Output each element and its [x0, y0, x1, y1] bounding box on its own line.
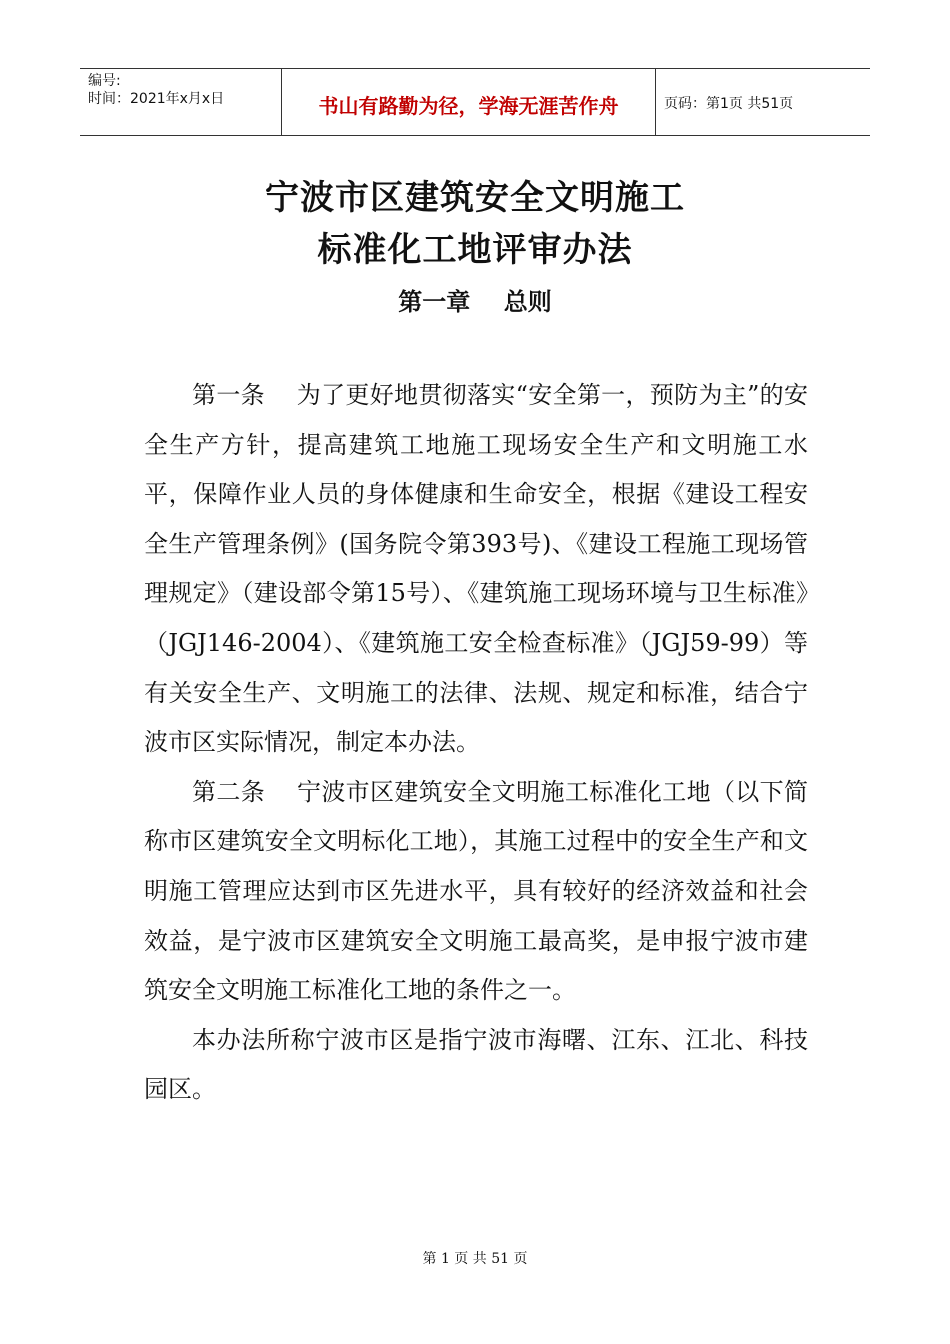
- article-paragraph-2: 第二条 宁波市区建筑安全文明施工标准化工地（以下简称市区建筑安全文明标化工地），其施工过程中的安全生产和文明施工管理应达到市区先进水平，具有较好的经济效益和社会效益，是宁波市区建筑安全文明施工最高奖，是申报宁波市建筑安全文明施工标准化工地的条件之一。: [144, 777, 808, 1005]
- document-number-label: 编号:: [88, 73, 121, 89]
- page-footer: 第 1 页 共 51 页: [422, 1251, 528, 1267]
- document-body: [144, 371, 808, 1115]
- document-time-label: 时间：2021年x月x日: [88, 91, 225, 107]
- scope-paragraph: 本办法所称宁波市区是指宁波市海曙、江东、江北、科技园区。: [144, 1025, 808, 1104]
- chapter-heading: 第一章 总则: [398, 287, 552, 316]
- document-title-line2: 标准化工地评审办法: [317, 230, 633, 270]
- article-paragraph-1: 第一条 为了更好地贯彻落实“安全第一，预防为主”的安全生产方针，提高建筑工地施工现场安全生产和文明施工水平，保障作业人员的身体健康和生命安全，根据《建设工程安全生产管理条例》(国务院令第393号)、《建设工程施工现场管理规定》（建设部令第15号）、《建筑施工现场环境与卫生标准》（JGJ146-2004）、《建筑施工安全检查标准》（JGJ59-99）等有关安全生产、文明施工的法律、法规、规定和标准，结合宁波市区实际情况，制定本办法。: [144, 381, 808, 757]
- header-page-number: 页码：第1页 共51页: [664, 96, 794, 112]
- header-meta: [80, 69, 282, 135]
- page-header: [80, 68, 870, 136]
- document-title-line1: 宁波市区建筑安全文明施工: [265, 178, 685, 218]
- header-motto: 书山有路勤为径，学海无涯苦作舟: [282, 69, 656, 135]
